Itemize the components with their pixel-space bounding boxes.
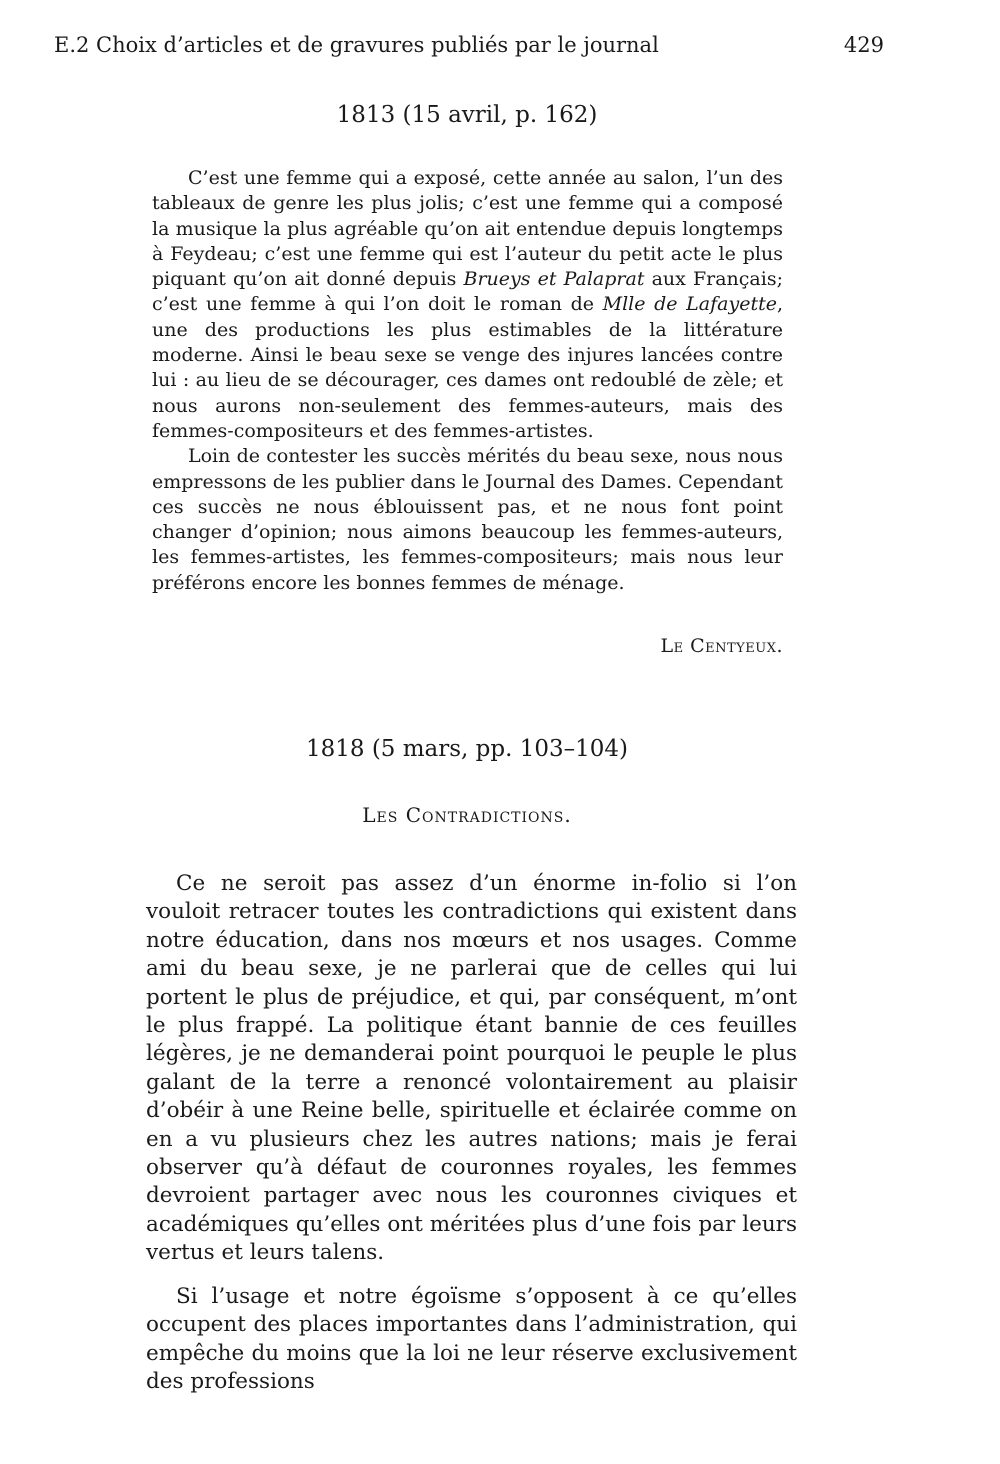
section-1-paragraph-1 [152, 166, 783, 444]
section-2-subtitle: Les Contradictions. [362, 803, 572, 827]
section-1-paragraph-2: Loin de contester les succès mérités du beau sexe, nous nous empressons de les publier dans le Journal des Dames. Cependant ces succès ne nous éblouissent pas, et ne nous font point changer d’opinion; nous aimons beaucoup les femmes-auteurs, les femmes-artistes, les femmes-compositeurs; mais nous leur préférons encore les bonnes femmes de ménage. [152, 445, 783, 594]
s1p1-lafayette: Mlle de Lafayette [602, 293, 777, 316]
s1p1-brueys: Brueys et Palaprat [463, 268, 645, 291]
running-head-title: E.2 Choix d’articles et de gravures publiés par le journal [54, 33, 659, 57]
section-2-body [146, 870, 797, 1396]
s1p1-a: C’est une femme qui a exposé, cette année au salon, l’un des tableaux de genre les plus jolis; c’est une femme qui a composé la musique la plus agréable qu’on ait entendue depuis longtemps à Feydeau; c’est une femme qui est l’auteur du petit acte le plus piquant qu’on ait donné depuis [152, 167, 783, 291]
section-1-heading: 1813 (15 avril, p. 162) [336, 102, 598, 128]
section-2-paragraph-1: Ce ne seroit pas assez d’un énorme in-folio si l’on vouloit retracer toutes les contradictions qui existent dans notre éducation, dans nos mœurs et nos usages. Comme ami du beau sexe, je ne parlerai que de celles qui lui portent le plus de préjudice, et qui, par conséquent, m’ont le plus frappé. La politique étant bannie de ces feuilles légères, je ne demanderai point pourquoi le peuple le plus galant de la terre a renoncé volontairement au plaisir d’obéir à une Reine belle, spirituelle et éclairée comme on en a vu plusieurs chez les autres nations; mais je ferai observer qu’à défaut de couronnes royales, les femmes devroient partager avec nous les couronnes civiques et académiques qu’elles ont méritées plus d’une fois par leurs vertus et leurs talens. [146, 871, 797, 1266]
s1p1-c: , une des productions les plus estimables de la littérature moderne. Ainsi le beau sexe se venge des injures lancées contre lui : au lieu de se décourager, ces dames ont redoublé de zèle; et nous aurons non-seulement des femmes-auteurs, mais des femmes-compositeurs et des femmes-artistes. [152, 293, 784, 442]
signature: Le Centyeux. [660, 635, 783, 657]
section-2-heading: 1818 (5 mars, pp. 103–104) [305, 736, 629, 762]
page-number: 429 [843, 33, 884, 57]
section-1-body [152, 166, 783, 596]
section-2-paragraph-2: Si l’usage et notre égoïsme s’opposent à ce qu’elles occupent des places importantes dans l’administration, qui empêche du moins que la loi ne leur réserve exclusivement des professions [146, 1283, 797, 1394]
s1p1-b: aux Français; c’est une femme à qui l’on doit le roman de [152, 268, 783, 316]
